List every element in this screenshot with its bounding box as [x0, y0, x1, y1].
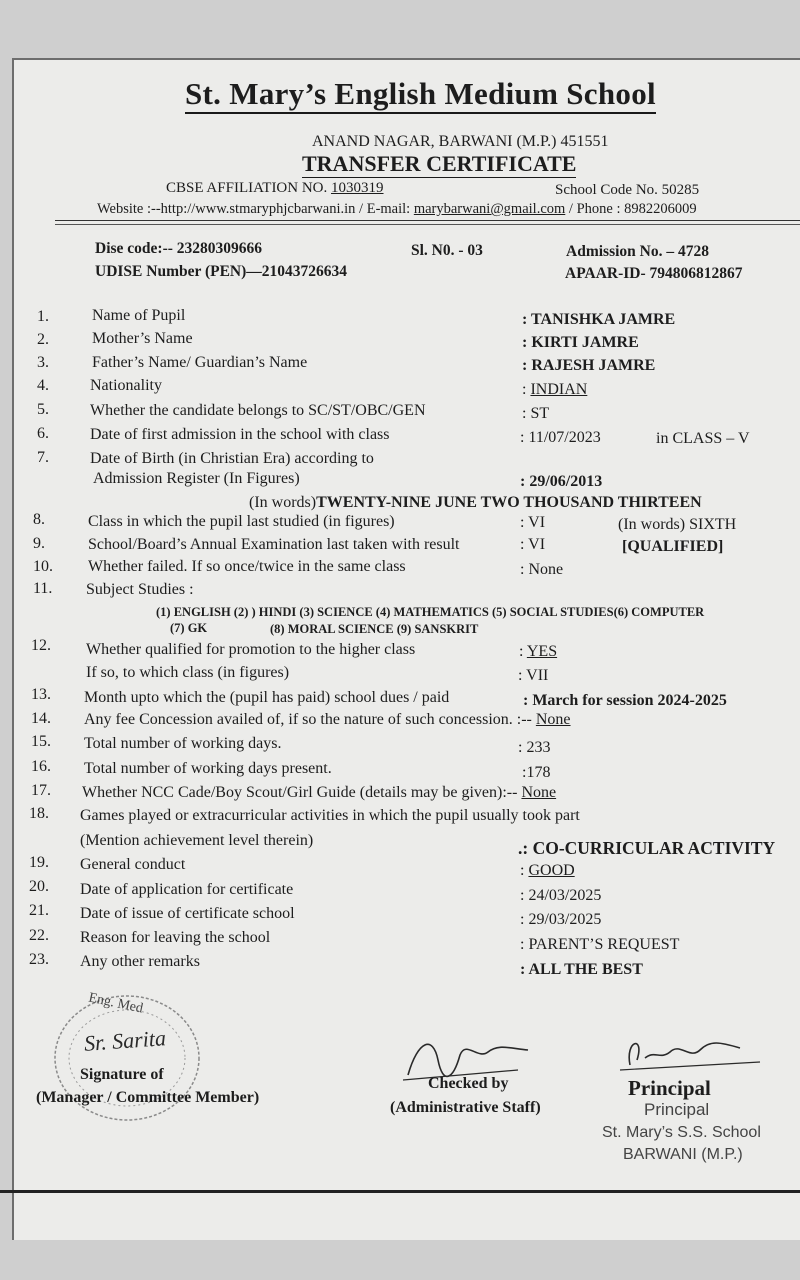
header-divider	[55, 220, 800, 221]
row-value	[520, 862, 575, 880]
admission-number: Admission No. – 4728	[566, 243, 709, 260]
row-number: 2.	[37, 331, 49, 348]
dob-words	[249, 494, 702, 512]
affiliation-number: 1030319	[331, 180, 384, 196]
serial-number: Sl. N0. - 03	[411, 242, 483, 259]
row-label-text: Whether NCC Cade/Boy Scout/Girl Guide (details may be given):--	[82, 784, 522, 801]
principal-stamp-school: St. Mary’s S.S. School	[602, 1124, 761, 1141]
row-value: : 24/03/2025	[520, 887, 602, 904]
staff-label-2: (Administrative Staff)	[390, 1099, 541, 1116]
row-value: : KIRTI JAMRE	[522, 334, 639, 351]
row-label: Date of issue of certificate school	[80, 905, 295, 922]
phone-text: / Phone : 8982206009	[565, 201, 697, 217]
principal-label: Principal	[628, 1076, 711, 1100]
manager-label-1: Signature of	[80, 1066, 164, 1083]
row-label-secondary: If so, to which class (in figures)	[86, 664, 290, 681]
header-divider-thin	[55, 224, 800, 225]
email-text: marybarwani@gmail.com	[413, 201, 566, 217]
affiliation-label: CBSE AFFILIATION NO.	[166, 180, 332, 196]
row-number: 15.	[31, 733, 51, 750]
manager-signature: Sr. Sarita	[83, 1025, 167, 1056]
result-qualified: [QUALIFIED]	[622, 538, 724, 555]
row-number: 21.	[29, 902, 49, 919]
row-label: Total number of working days present.	[84, 760, 332, 777]
subjects-line-2a: (7) GK	[170, 621, 208, 635]
school-code: School Code No. 50285	[555, 182, 700, 198]
row-label: Name of Pupil	[92, 307, 186, 324]
row-number: 17.	[31, 782, 51, 799]
row-value-secondary: : VII	[518, 667, 549, 684]
row-number: 1.	[37, 308, 49, 325]
value-colon: :	[520, 862, 529, 879]
row-number: 19.	[29, 854, 49, 871]
row-label: Father’s Name/ Guardian’s Name	[92, 354, 308, 371]
row-value: : VI	[520, 514, 546, 531]
subjects-line-1: (1) ENGLISH (2) ) HINDI (3) SCIENCE (4) MATHEMATICS (5) SOCIAL STUDIES(6) COMPUTER	[156, 605, 705, 619]
dob-figures: : 29/06/2013	[520, 473, 603, 490]
row-extra: in CLASS – V	[656, 430, 750, 447]
row-label: Subject Studies :	[86, 581, 194, 598]
row-number: 12.	[31, 637, 51, 654]
row-label: General conduct	[80, 856, 186, 873]
row-label: Date of first admission in the school with class	[90, 426, 390, 443]
school-name: St. Mary’s English Medium School	[185, 76, 656, 114]
row-number: 9.	[33, 535, 45, 552]
row-value: : March for session 2024-2025	[523, 692, 727, 709]
dise-code: Dise code:-- 23280309666	[95, 240, 263, 257]
bottom-border	[0, 1190, 800, 1193]
row-label	[84, 711, 571, 729]
row-label: Month upto which the (pupil has paid) school dues / paid	[84, 689, 450, 706]
row-label: Date of application for certificate	[80, 881, 294, 898]
row-number: 3.	[37, 354, 49, 371]
row-label: Nationality	[90, 377, 162, 394]
row-label: Whether qualified for promotion to the higher class	[86, 641, 416, 658]
row-value: .: CO-CURRICULAR ACTIVITY	[518, 838, 776, 858]
website-label: Website :--http://www.stmaryphjcbarwani.in / E-mail:	[97, 201, 414, 217]
manager-label-2: (Manager / Committee Member)	[36, 1089, 260, 1106]
row-label: Whether the candidate belongs to SC/ST/OBC/GEN	[90, 402, 426, 419]
row-label	[82, 784, 556, 802]
nationality-value: INDIAN	[530, 381, 588, 398]
row-value: : 11/07/2023	[520, 429, 601, 446]
value-colon: :	[519, 643, 527, 660]
row-label: Total number of working days.	[84, 735, 282, 752]
udise-number: UDISE Number (PEN)—21043726634	[95, 263, 348, 280]
principal-stamp-place: BARWANI (M.P.)	[623, 1146, 743, 1163]
row-value: : RAJESH JAMRE	[522, 357, 656, 374]
principal-signature-icon	[615, 1030, 765, 1075]
row-number: 7.	[37, 449, 49, 466]
principal-stamp-title: Principal	[644, 1100, 710, 1119]
row-label: Whether failed. If so once/twice in the same class	[88, 558, 406, 575]
row-label: Any other remarks	[80, 953, 200, 970]
school-address: ANAND NAGAR, BARWANI (M.P.) 451551	[312, 133, 609, 150]
row-label: Mother’s Name	[92, 330, 193, 347]
subjects-line-2b: (8) MORAL SCIENCE (9) SANSKRIT	[270, 622, 479, 636]
concession-value: None	[535, 711, 571, 728]
promotion-value: YES	[526, 643, 558, 660]
row-number: 10.	[33, 558, 53, 575]
affiliation-line	[166, 180, 384, 197]
row-number: 4.	[37, 377, 49, 394]
row-number: 18.	[29, 805, 49, 822]
row-label-text: Any fee Concession availed of, if so the nature of such concession. :--	[84, 711, 536, 728]
row-value: : TANISHKA JAMRE	[522, 311, 676, 328]
row-number: 11.	[33, 580, 53, 597]
row-number: 6.	[37, 425, 49, 442]
row-value: : PARENT’S REQUEST	[520, 936, 680, 953]
row-label: School/Board’s Annual Examination last taken with result	[88, 536, 460, 553]
row-number: 13.	[31, 686, 51, 703]
row-label: Reason for leaving the school	[80, 929, 271, 946]
row-value: : None	[520, 561, 564, 578]
row-number: 20.	[29, 878, 49, 895]
row-value: : 29/03/2025	[520, 911, 602, 928]
staff-label-1: Checked by	[428, 1075, 509, 1092]
website-line	[97, 201, 697, 218]
row-label: Games played or extracurricular activities in which the pupil usually took part	[80, 807, 580, 824]
row-extra: (In words) SIXTH	[618, 516, 737, 533]
certificate-title: TRANSFER CERTIFICATE	[302, 151, 577, 176]
row-label-secondary: (Mention achievement level therein)	[80, 832, 314, 849]
row-number: 22.	[29, 927, 49, 944]
value-colon: :	[522, 381, 531, 398]
row-number: 8.	[33, 511, 45, 528]
row-value: : VI	[520, 536, 546, 553]
row-number: 16.	[31, 758, 51, 775]
row-number: 14.	[31, 710, 51, 727]
row-value: : ALL THE BEST	[520, 961, 643, 978]
row-value	[522, 381, 587, 399]
row-value: :178	[522, 764, 551, 781]
conduct-value: GOOD	[528, 862, 575, 879]
row-number: 23.	[29, 951, 49, 968]
row-label: Date of Birth (in Christian Era) according to	[90, 450, 374, 467]
seal-text: Eng. Med	[87, 990, 145, 1017]
row-label-secondary: Admission Register (In Figures)	[93, 470, 300, 487]
row-value: : 233	[518, 739, 551, 756]
row-value: : ST	[522, 405, 550, 422]
row-value	[519, 643, 557, 661]
dob-words-label: (In words)	[249, 494, 317, 511]
row-number: 5.	[37, 401, 49, 418]
dob-words-value: TWENTY-NINE JUNE TWO THOUSAND THIRTEEN	[316, 494, 702, 511]
apaar-id: APAAR-ID- 794806812867	[565, 265, 743, 282]
row-label: Class in which the pupil last studied (in figures)	[88, 513, 395, 530]
ncc-value: None	[521, 784, 557, 801]
